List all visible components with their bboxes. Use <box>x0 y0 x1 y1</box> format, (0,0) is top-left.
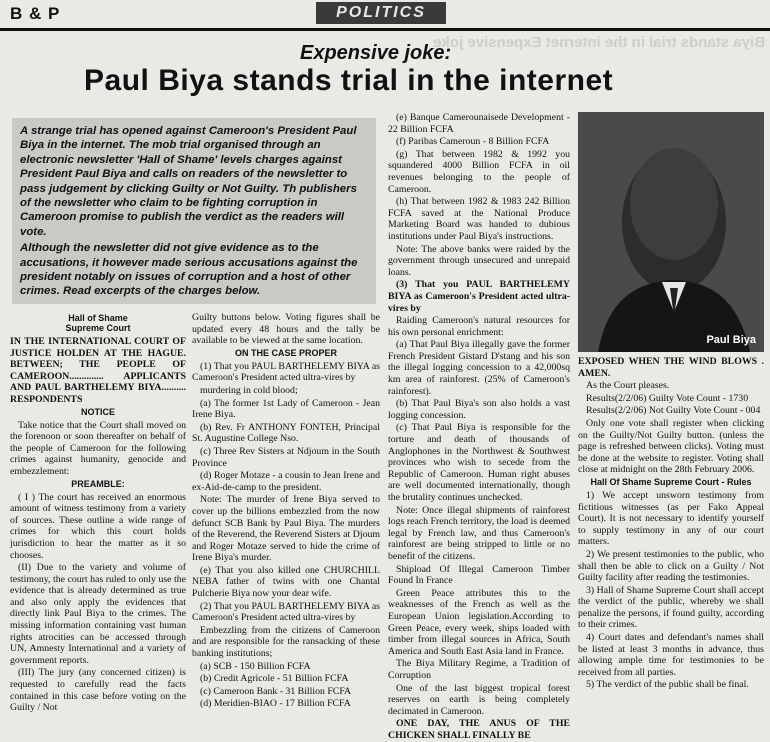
intro-paragraph: Although the newsletter did not give evidence as to the accusations, it however made serious accusations against the president notably on issues of corruption and a host of other crimes. Read excerpts of the charges below. <box>20 242 358 298</box>
case-heading: ON THE CASE PROPER <box>234 347 337 358</box>
paragraph: Guilty buttons below. Voting figures shall be updated every 48 hours and the tally be available to be viewed at the same location. <box>192 312 380 347</box>
charge-detail: murdering in cold blood; <box>200 384 298 396</box>
charge-item: (d) Roger Motaze - a cousin to Jean Irene and ex-Aid-de-camp to the president. <box>192 470 380 493</box>
bank-item: (a) SCB - 150 Billion FCFA <box>200 660 311 672</box>
section-banner: POLITICS <box>316 2 446 24</box>
court-heading: Hall of Shame Supreme Court <box>65 313 131 333</box>
charge-detail: Embezzling from the citizens of Cameroon and are responsible for the ransacking of these banking institutions; <box>192 624 380 660</box>
charge-item: (a) That Paul Biya illegally gave the former French President Gistard D'stang and his son the illegal logging concession to a 42,000sq km area of rainforest. (25% of Cameroon's rainforest). <box>388 339 570 397</box>
charge-detail: Raiding Cameroon's natural resources for his own personal enrichment: <box>388 315 570 338</box>
bank-item: (c) Cameroon Bank - 31 Billion FCFA <box>200 685 352 697</box>
rule-item: 4) Court dates and defendant's names shall be listed at least 3 months in advance, thus allowing ample time for testimonies to be received from all parties. <box>578 632 764 678</box>
subheading: The Biya Military Regime, a Tradition of Corruption <box>388 658 570 681</box>
photo-caption: Paul Biya <box>706 334 756 346</box>
preamble-heading: PREAMBLE: <box>71 478 125 489</box>
vote-result: Results(2/2/06) Guilty Vote Count - 1730 <box>586 392 749 404</box>
rule-item: 2) We present testimonies to the public, who shall then be able to click on a Guilty / Not Guilty facility after reading the testimonies. <box>578 548 764 584</box>
court-caption: IN THE INTERNATIONAL COURT OF JUSTICE HOLDEN AT THE HAGUE. BETWEEN; THE PEOPLE OF CAMEROON.............. APPLICANTS AND PAUL BARTHELEMY BIYA.......... RESPONDENTS <box>10 336 186 405</box>
charge-item: (g) That between 1982 & 1992 you squandered 4000 Billion FCFA in oil revenues belonging to the people of Cameroon. <box>388 148 570 195</box>
column-4 <box>578 356 764 692</box>
subheading: Shipload Of Illegal Cameroon Timber Found In France <box>388 563 570 587</box>
charge-item: (b) That Paul Biya's son also holds a vast logging concession. <box>388 398 570 421</box>
rules-heading: Hall Of Shame Supreme Court - Rules <box>590 476 752 487</box>
charge: (2) That you PAUL BARTHELEMY BIYA as Cameroon's President acted ultra-vires by <box>192 600 380 624</box>
column-3 <box>388 112 570 742</box>
note: Note: Once illegal shipments of rainforest logs reach French territory, the load is deemed legal by French law, and thus Cameroon's rainforest are being stripped to little or no benefit of the citizens. <box>388 504 570 562</box>
paragraph: As the Court pleases. <box>586 380 670 392</box>
charge: (1) That you PAUL BARTHELEMY BIYA as Cameroon's President acted ultra-vires by <box>192 360 380 384</box>
charge-item: (b) Rev. Fr ANTHONY FONTEH, Principal St. Augustine College Nso. <box>192 421 380 445</box>
charge: (3) That you PAUL BARTHELEMY BIYA as Cameroon's President acted ultra-vires by <box>388 279 570 314</box>
bleed-through-text: Biya stands trial in the internet Expensive joke <box>433 34 765 51</box>
charge-item: (c) Three Rev Sisters at Ndjoum in the South Province <box>192 445 380 469</box>
kicker: Expensive joke: <box>300 42 452 64</box>
portrait-image <box>578 112 764 352</box>
page-header <box>0 0 770 30</box>
charge-item: (a) The former 1st Lady of Cameroon - Jean Irene Biya. <box>192 397 380 421</box>
section-label: B & P <box>10 4 61 23</box>
charge-item: (c) That Paul Biya is responsible for the torture and death of thousands of Anglophones in the Northwest & Southwest provinces who wish to secede from the Republic of Cameroon. Human right abuses are well documented internationally, though the brutality continues unchecked. <box>388 422 570 503</box>
paragraph: One of the last biggest tropical forest reserves on earth is being completely decimated in Cameroon. <box>388 682 570 717</box>
rule-item: 5) The verdict of the public shall be final. <box>586 679 749 691</box>
bank-item: (f) Paribas Cameroun - 8 Billion FCFA <box>396 136 550 148</box>
charge-item: (e) That you also killed one CHURCHILL NEBA father of twins with one Chantal Pulcherie Biya now your dear wife. <box>192 564 380 600</box>
intro-box <box>12 118 376 304</box>
note: Note: The above banks were raided by the government through unsecured and unrepaid loans. <box>388 243 570 278</box>
intro-paragraph: A strange trial has opened against Cameroon's President Paul Biya in the internet. The mob trial organised through an electronic newsletter 'Hall of Shame' levels charges against President Paul Biya and calls on readers of the newsletter to pass judgement by clicking Guilty or Not Guilty. Th publishers of the newsletter who claim to be fighting corruption in Cameroon promise to publish the verdict as the readers will vote. <box>20 125 357 238</box>
paragraph: Green Peace attributes this to the weaknesses of the French as well as the European Union legislation.According to Green Peace, every week, ships loaded with timber from illegal sources in Africa, South America and South East Asia land in France. <box>388 587 570 657</box>
closing-line: EXPOSED WHEN THE WIND BLOWS . AMEN. <box>578 356 764 379</box>
charge-item: (h) That between 1982 & 1983 242 Billion FCFA saved at the National Produce Marketing Board was handed to dubious institutions under Paul Biya's instructions. <box>388 196 570 242</box>
notice-heading: NOTICE <box>80 406 115 417</box>
notice-text: Take notice that the Court shall moved on the forenoon or soon thereafter on behalf of the people of Cameroon for the following crimes against humanity, genocide and embezzlement: <box>10 419 186 477</box>
column-2 <box>192 312 380 711</box>
preamble-item: ( I ) The court has received an enormous amount of witness testimony from a variety of sources. These outline a wide range of crimes for which this court holds jurisdiction to hear the matter as it so chooses. <box>10 491 186 561</box>
closing-line: ONE DAY, THE ANUS OF THE CHICKEN SHALL FINALLY BE <box>388 718 570 741</box>
rule-item: 3) Hall of Shame Supreme Court shall accept the verdict of the public, whereby we shall penalize the persons, if found guilty, according to their crimes. <box>578 584 764 631</box>
bank-item: (e) Banque Camerounaisede Development - 22 Billion FCFA <box>388 112 570 135</box>
headline: Paul Biya stands trial in the internet <box>84 64 614 97</box>
rule-item: 1) We accept unsworn testimony from fictitious witnesses (as per Fako Appeal Court). It is not necessary to identify yourself to supply testimony in any of our court matters. <box>578 489 764 548</box>
bank-item: (d) Meridien-BIAO - 17 Billion FCFA <box>200 698 351 710</box>
portrait-photo <box>578 112 764 352</box>
column-1 <box>10 312 186 715</box>
paragraph: Only one vote shall register when clicking on the Guilty/Not Guilty button. (unless the page is refreshed between clicks). Voting must be done at the website to register. Voting shall close at midnight on the 28th February 2006. <box>578 417 764 476</box>
vote-result: Results(2/2/06) Not Guilty Vote Count - 004 <box>586 405 761 417</box>
preamble-item: (III) The jury (any concerned citizen) is requested to carefully read the facts contained in this case before voting on the Guilty / Not <box>10 667 186 714</box>
preamble-item: (II) Due to the variety and volume of testimony, the court has ruled to only use the evidence that is already determined as true and also only apply the evidences that directly link Paul Biya to the crimes. The missing information containing vast human rights atrocities can be accessed through UN, Amnesty International and a variety of government reports. <box>10 562 186 666</box>
note: Note: The murder of Irene Biya served to cover up the billions embezzled from the now defunct SCB Bank by Paul Biya. The murders of the Reverend, the Reverend Sisters at Djoum and Roger Motaze served to hide the crime of Irene Biya's murder. <box>192 494 380 564</box>
header-rule <box>0 28 770 31</box>
bank-item: (b) Credit Agricole - 51 Billion FCFA <box>200 673 349 685</box>
